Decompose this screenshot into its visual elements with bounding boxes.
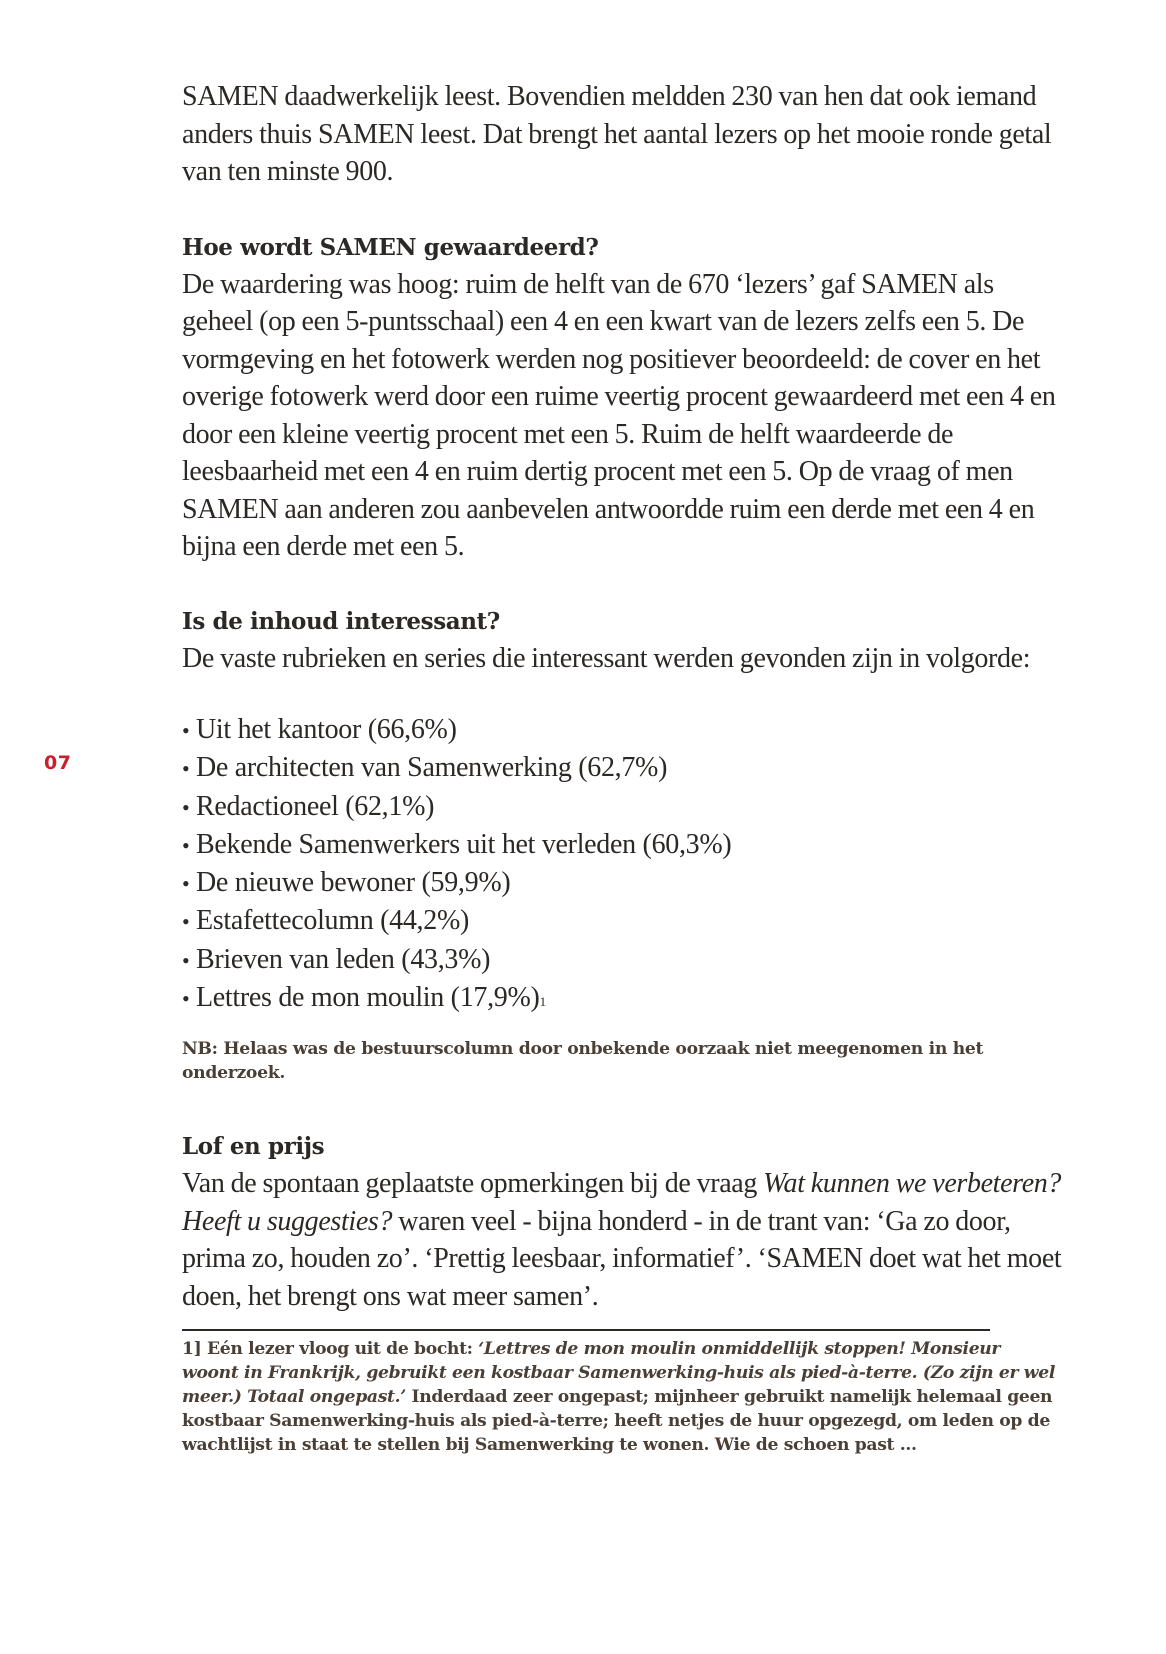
bullet-icon: • xyxy=(182,909,190,935)
list-item-label: De nieuwe bewoner (59,9%) xyxy=(196,867,511,899)
spacer xyxy=(182,1017,1062,1037)
list-item xyxy=(182,902,1062,940)
paragraph-text: waren veel - bijna honderd - in de trant van: ‘Ga zo door, prima zo, houden zo’. ‘Prettig leesbaar, informatief’. ‘SAMEN doet wat het moet doen, het brengt ons wat meer samen’. xyxy=(182,1205,1062,1312)
list-item-label: De architecten van Samenwerking (62,7%) xyxy=(196,752,668,784)
list-item-label: Bekende Samenwerkers uit het verleden (60,3%) xyxy=(196,828,732,860)
section-heading: Is de inhoud interessant? xyxy=(182,607,500,635)
footnote-marker: 1] xyxy=(182,1339,202,1360)
footnote-rest: Inderdaad zeer ongepast; mijnheer gebruikt namelijk helemaal geen kostbaar Samenwerking-huis als pied-à-terre; heeft netjes de huur opgezegd, om leden op de wachtlijst in staat te stellen bij Samenwerking te wonen. Wie de schoen past ... xyxy=(182,1387,1053,1456)
spacer xyxy=(182,1315,1062,1329)
nb-note: NB: Helaas was de bestuurscolumn door onbekende oorzaak niet meegenomen in het onderzoek. xyxy=(182,1039,984,1084)
footnote-lead: Eén lezer vloog uit de bocht: xyxy=(201,1339,479,1360)
list-item xyxy=(182,864,1062,902)
paragraph-text: Van de spontaan geplaatste opmerkingen bij de vraag xyxy=(182,1168,764,1200)
list-item-label: Lettres de mon moulin (17,9%) xyxy=(196,982,540,1014)
article-column xyxy=(182,78,1062,1457)
bullet-icon: • xyxy=(182,947,190,973)
page-number: 07 xyxy=(44,752,72,774)
bullet-icon: • xyxy=(182,756,190,782)
spacer xyxy=(182,566,1062,603)
section-paragraph: De vaste rubrieken en series die interessant werden gevonden zijn in volgorde: xyxy=(182,642,1031,674)
list-item xyxy=(182,788,1062,826)
section-paragraph xyxy=(182,1165,1062,1315)
quoted-question: Wat kunnen we verbeteren? Heeft u suggesties? xyxy=(182,1168,1062,1237)
footnote-divider xyxy=(182,1329,990,1331)
section-praise xyxy=(182,1128,1062,1315)
list-item xyxy=(182,711,1062,749)
list-item xyxy=(182,749,1062,787)
list-item-label: Brieven van leden (43,3%) xyxy=(196,943,491,975)
section-heading: Hoe wordt SAMEN gewaardeerd? xyxy=(182,233,599,261)
bullet-icon: • xyxy=(182,871,190,897)
list-item xyxy=(182,941,1062,979)
list-item xyxy=(182,826,1062,864)
spacer xyxy=(182,191,1062,229)
bullet-icon: • xyxy=(182,986,190,1012)
intro-paragraph: SAMEN daadwerkelijk leest. Bovendien meldden 230 van hen dat ook iemand anders thuis SAMEN leest. Dat brengt het aantal lezers op het mooie ronde getal van ten minste 900. xyxy=(182,81,1052,187)
list-item-label: Redactioneel (62,1%) xyxy=(196,790,435,822)
bullet-icon: • xyxy=(182,832,190,858)
rubric-ranking-list xyxy=(182,711,1062,1017)
list-item-label: Uit het kantoor (66,6%) xyxy=(196,714,457,745)
section-paragraph: De waardering was hoog: ruim de helft van de 670 ‘lezers’ gaf SAMEN als geheel (op een 5-puntsschaal) een 4 en een kwart van de lezers zelfs een 5. De vormgeving en het fotowerk werden nog positiever beoordeeld: de cover en het overige fotowerk werd door een ruime veertig procent gewaardeerd met een 4 en door een kleine veertig procent met een 5. Ruim de helft waardeerde de leesbaarheid met een 4 en ruim dertig procent met een 5. Op de vraag of men SAMEN aan anderen zou aanbevelen antwoordde ruim een derde met een 4 en bijna een derde met een 5. xyxy=(182,268,1056,562)
bullet-icon: • xyxy=(182,718,190,743)
footnote xyxy=(182,1337,1062,1457)
spacer xyxy=(182,1085,1062,1128)
list-item-label: Estafettecolumn (44,2%) xyxy=(196,905,470,937)
footnote-quote: ‘Lettres de mon moulin onmiddellijk stoppen! Monsieur woont in Frankrijk, gebruikt een kostbaar Samenwerking-huis als pied-à-terre. (Zo zijn er wel meer.) Totaal ongepast.’ xyxy=(182,1339,1056,1408)
section-heading: Lof en prijs xyxy=(182,1133,325,1161)
bullet-icon: • xyxy=(182,794,190,820)
spacer xyxy=(182,677,1062,711)
section-content-interest xyxy=(182,603,1062,1086)
list-item: • Lettres de mon moulin (17,9%) 1 xyxy=(182,979,1062,1017)
section-appreciation xyxy=(182,229,1062,566)
